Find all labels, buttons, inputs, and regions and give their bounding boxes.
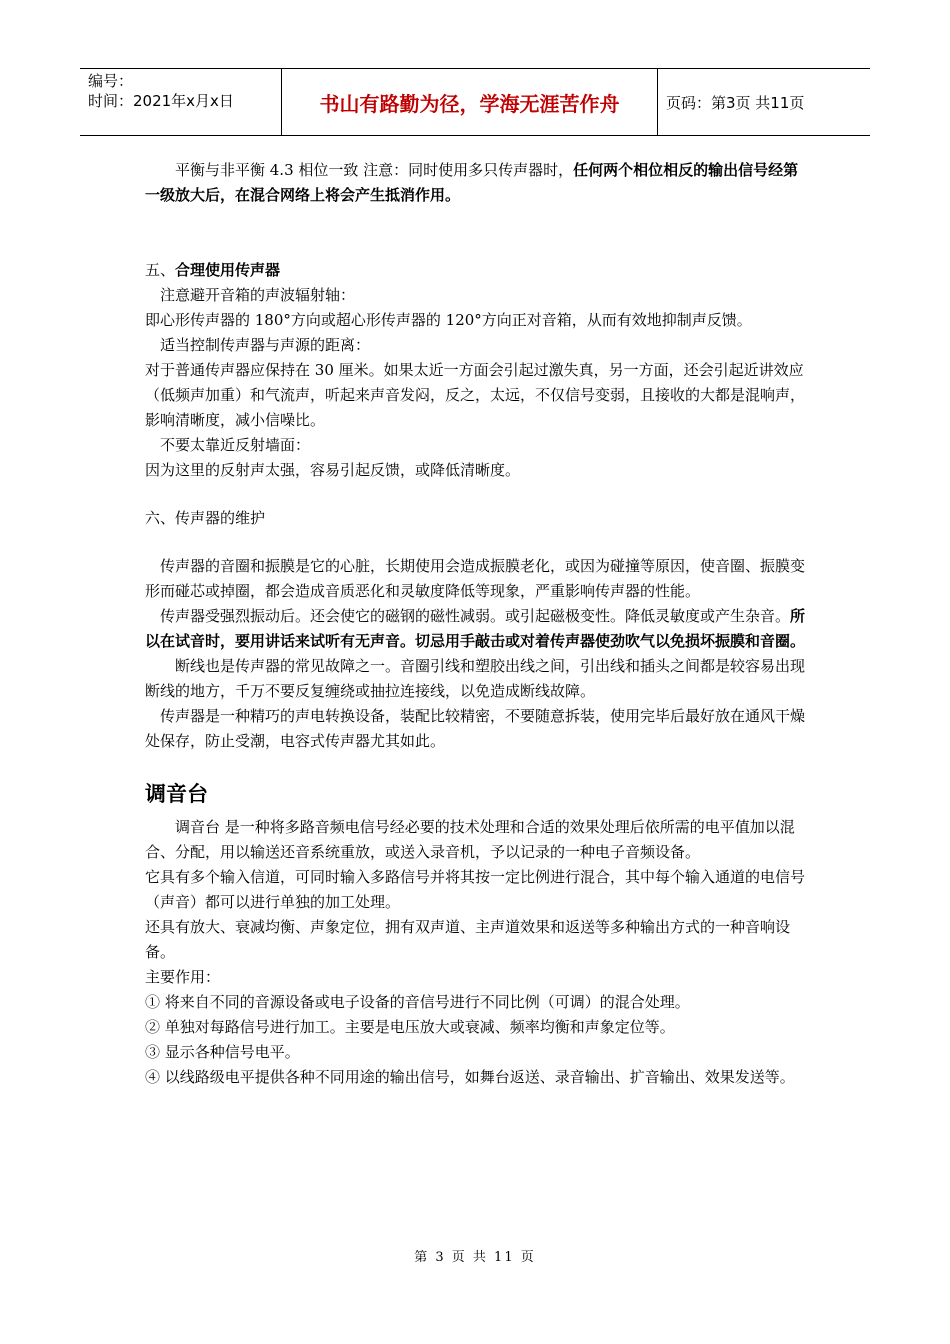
document-number-label: 编号： [88, 72, 134, 90]
mixer-para-1: 调音台 是一种将多路音频电信号经必要的技术处理和合适的效果处理后依所需的电平值加以混合、分配，用以输送还音系统重放，或送入录音机，予以记录的一种电子音频设备。 [145, 818, 795, 861]
section-5-line-6: 因为这里的反射声太强，容易引起反馈，或降低清晰度。 [145, 461, 521, 479]
header-page-info: 页码：第3页 共11页 [666, 93, 805, 112]
section-5-prefix: 五、 [145, 261, 176, 279]
mixer-para-2: 它具有多个输入信道，可同时输入多路信号并将其按一定比例进行混合，其中每个输入通道的电信号（声音）都可以进行单独的加工处理。 [145, 868, 806, 911]
section-6-para-1: 传声器的音圈和振膜是它的心脏，长期使用会造成振膜老化，或因为碰撞等原因，使音圈、振膜变形而碰芯或掉圈，都会造成音质恶化和灵敏度降低等现象，严重影响传声器的性能。 [145, 557, 806, 600]
section-5-line-5: 不要太靠近反射墙面： [160, 436, 311, 454]
section-6-para-2-text: 传声器受强烈振动后。还会使它的磁钢的磁性减弱。或引起磁极变性。降低灵敏度或产生杂音。 [160, 607, 791, 625]
mixer-function-3: ③ 显示各种信号电平。 [145, 1043, 300, 1061]
mixer-function-2: ② 单独对每路信号进行加工。主要是电压放大或衰减、频率均衡和声象定位等。 [145, 1018, 675, 1036]
phase-warning: 任何两个相位相反的输出信号经第一级放大后，在混合网络上将会产生抵消作用。 [145, 161, 799, 204]
page-header [80, 68, 870, 136]
phase-paragraph [145, 158, 808, 208]
section-6-para-2 [145, 604, 808, 654]
section-6-para-3: 断线也是传声器的常见故障之一。音圈引线和塑胶出线之间，引出线和插头之间都是较容易出现断线的地方，千万不要反复缠绕或抽拉连接线，以免造成断线故障。 [145, 657, 806, 700]
header-meta [80, 69, 282, 135]
mixer-para-3: 还具有放大、衰减均衡、声象定位，拥有双声道、主声道效果和返送等多种输出方式的一种音响设备。 [145, 918, 791, 961]
section-5-line-2: 即心形传声器的 180°方向或超心形传声器的 120°方向正对音箱，从而有效地抑制声反馈。 [145, 311, 752, 329]
section-6-para-2-warning: 所以在试音时，要用讲话来试听有无声音。切忌用手敲击或对着传声器使劲吹气以免损坏振膜和音圈。 [145, 607, 806, 650]
document-body [145, 158, 808, 1090]
section-5-line-3: 适当控制传声器与声源的距离： [160, 336, 371, 354]
mixer-function-1: ① 将来自不同的音源设备或电子设备的音信号进行不同比例（可调）的混合处理。 [145, 993, 690, 1011]
section-5-line-1: 注意避开音箱的声波辐射轴： [160, 286, 356, 304]
phase-text: 平衡与非平衡 4.3 相位一致 注意：同时使用多只传声器时， [175, 161, 574, 179]
section-6-para-4: 传声器是一种精巧的声电转换设备，装配比较精密，不要随意拆装，使用完毕后最好放在通风干燥处保存，防止受潮，电容式传声器尤其如此。 [145, 707, 806, 750]
header-motto: 书山有路勤为径，学海无涯苦作舟 [282, 69, 658, 135]
mixer-heading: 调音台 [145, 782, 208, 806]
section-6-title: 六、传声器的维护 [145, 509, 266, 527]
section-5-title [145, 258, 808, 283]
document-time: 时间：2021年x月x日 [88, 92, 234, 110]
page-footer: 第 3 页 共 11 页 [414, 1250, 536, 1265]
mixer-functions-title: 主要作用： [145, 968, 221, 986]
section-5-line-4: 对于普通传声器应保持在 30 厘米。如果太近一方面会引起过激失真，另一方面，还会引起近讲效应（低频声加重）和气流声，听起来声音发闷，反之，太远，不仅信号变弱，且接收的大都是混响声，影响清晰度，减小信噪比。 [145, 361, 806, 429]
mixer-function-4: ④ 以线路级电平提供各种不同用途的输出信号，如舞台返送、录音输出、扩音输出、效果发送等。 [145, 1068, 795, 1086]
section-5-title-text: 合理使用传声器 [175, 261, 281, 279]
